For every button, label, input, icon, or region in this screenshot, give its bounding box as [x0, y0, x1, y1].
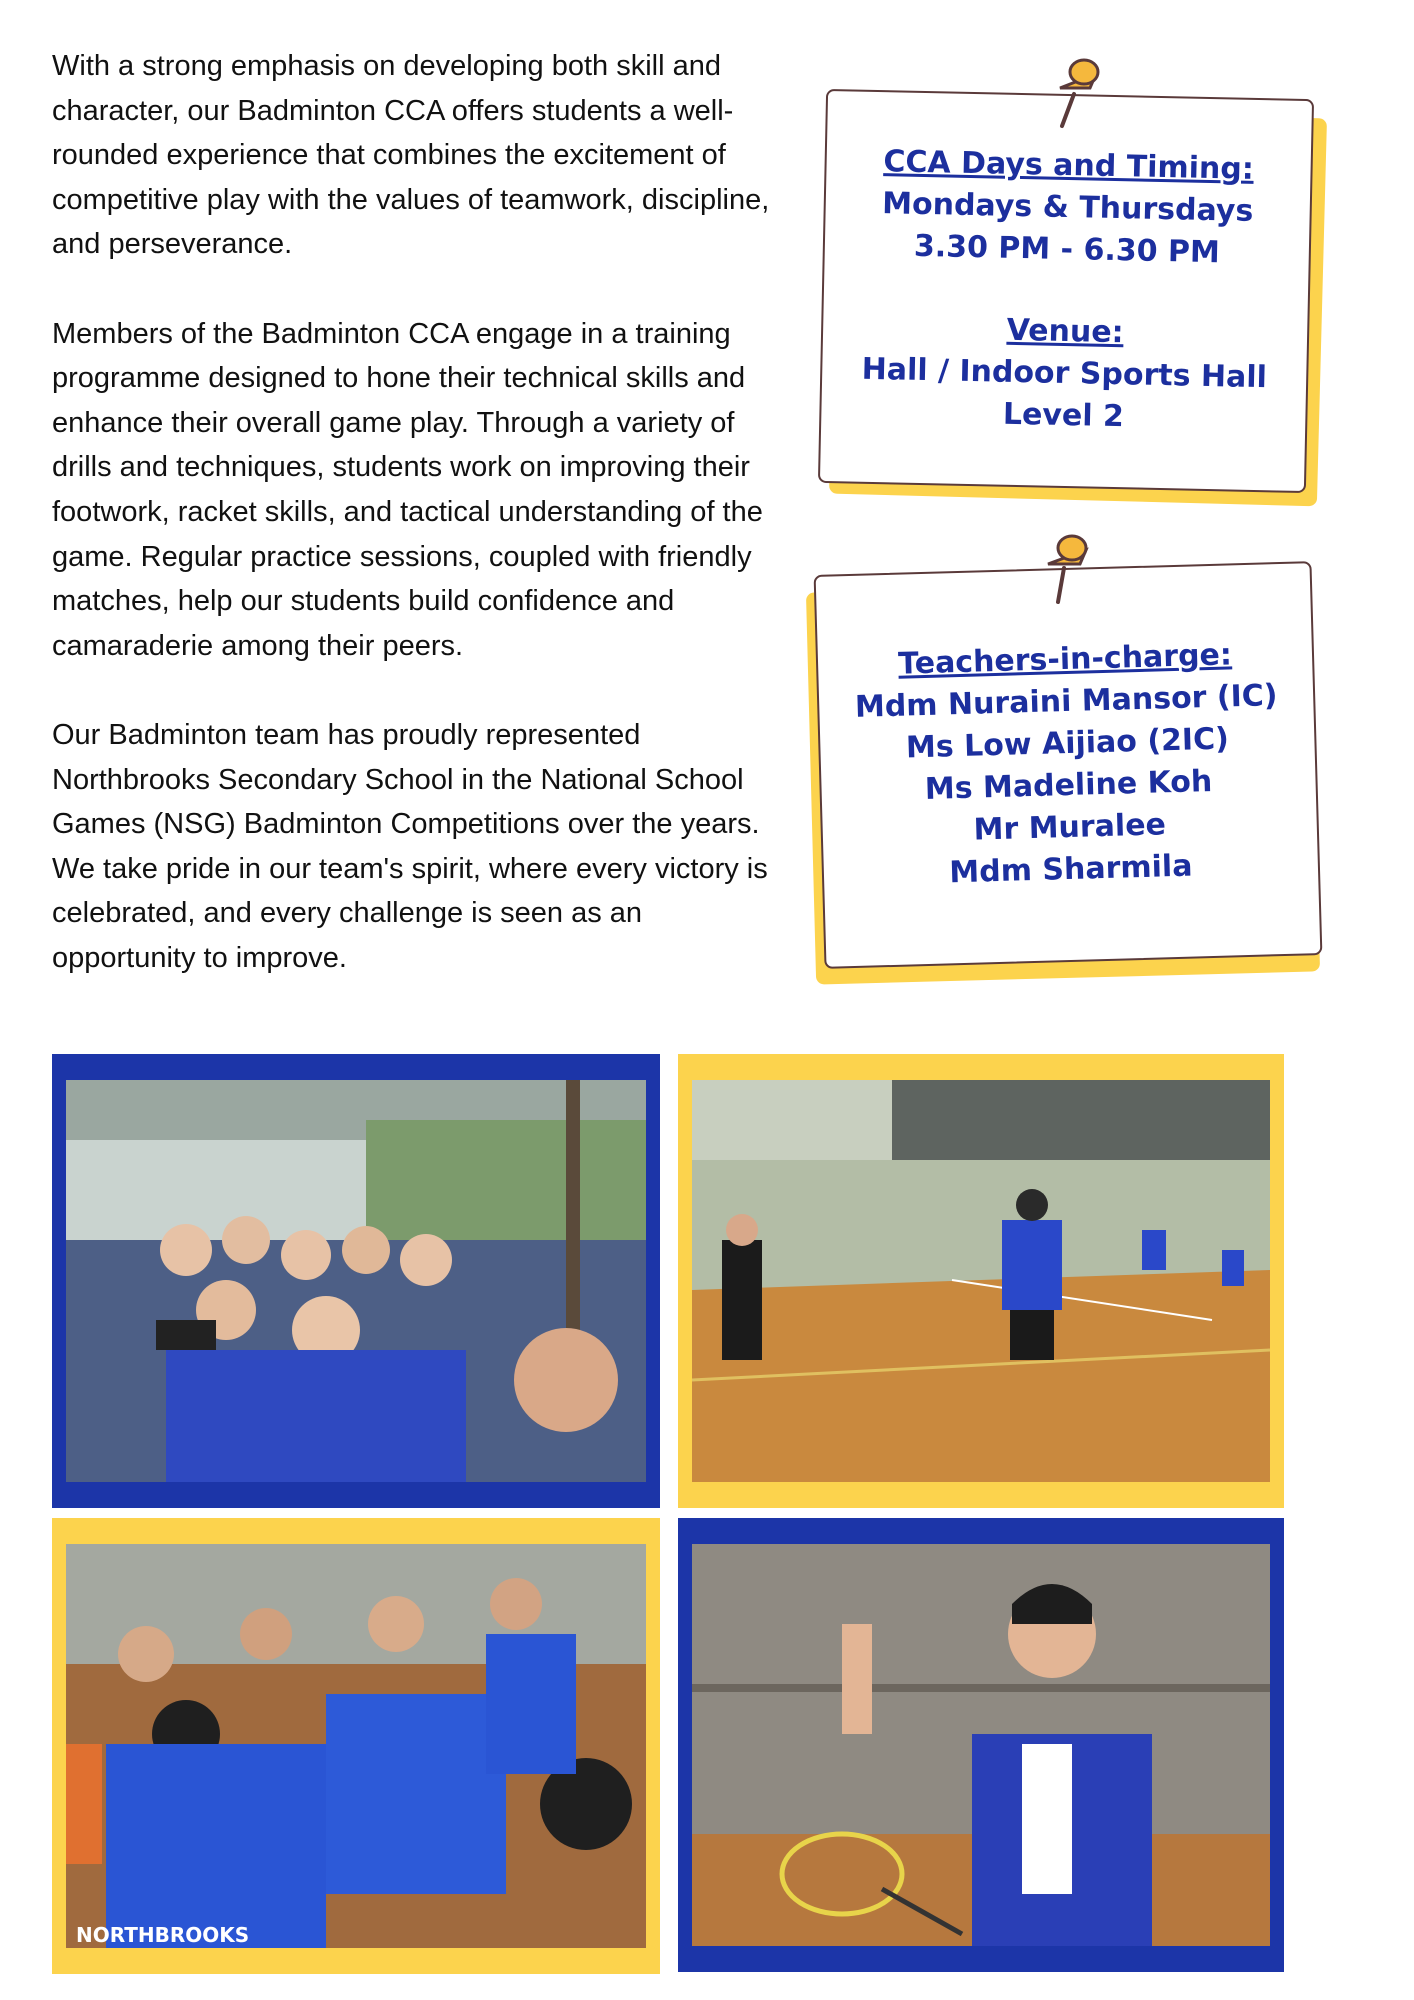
pushpin-icon — [1040, 528, 1100, 608]
venue-line1: Hall / Indoor Sports Hall — [861, 351, 1268, 396]
intro-text — [52, 44, 782, 1025]
venue-heading: Venue: — [1006, 312, 1124, 351]
jersey-text: NORTHBROOKS — [76, 1923, 250, 1947]
paragraph-intro: With a strong emphasis on developing both skill and character, our Badminton CCA offers students a well-rounded experience that combines the excitement of competitive play with the values of teamwork, discipline, and perseverance. — [52, 50, 770, 261]
paragraph-achievements: Our Badminton team has proudly represented Northbrooks Secondary School in the National School Games (NSG) Badminton Competitions over the years. We take pride in our team's spirit, where every victory is celebrated, and every challenge is seen as an opportunity to improve. — [52, 718, 768, 974]
cca-days-heading: CCA Days and Timing: — [883, 144, 1255, 187]
venue-line2: Level 2 — [1002, 396, 1125, 435]
teacher-5: Mdm Sharmila — [948, 848, 1193, 891]
teachers-card — [805, 560, 1325, 990]
group-selfie-photo — [52, 1054, 660, 1508]
teacher-1: Mdm Nuraini Mansor (IC) — [854, 678, 1278, 725]
sports-hall-training-photo — [678, 1054, 1284, 1508]
team-cheer-photo — [52, 1518, 660, 1974]
cca-info-card — [822, 90, 1322, 510]
cca-days: Mondays & Thursdays — [881, 186, 1254, 229]
teachers-heading: Teachers-in-charge: — [897, 637, 1233, 682]
cca-time: 3.30 PM - 6.30 PM — [913, 228, 1221, 271]
teacher-3: Ms Madeline Koh — [924, 763, 1213, 807]
pushpin-icon — [1050, 54, 1110, 134]
paragraph-training: Members of the Badminton CCA engage in a training programme designed to hone their technical skills and enhance their overall game play. Through a variety of drills and techniques, students work on improving their footwork, racket skills, and tactical understanding of the game. Regular practice sessions, coupled with friendly matches, help our students build confidence and camaraderie among their peers. — [52, 317, 763, 662]
teacher-2: Ms Low Aijiao (2IC) — [905, 721, 1230, 766]
player-serving-photo — [678, 1518, 1284, 1972]
teacher-4: Mr Muralee — [973, 807, 1167, 848]
